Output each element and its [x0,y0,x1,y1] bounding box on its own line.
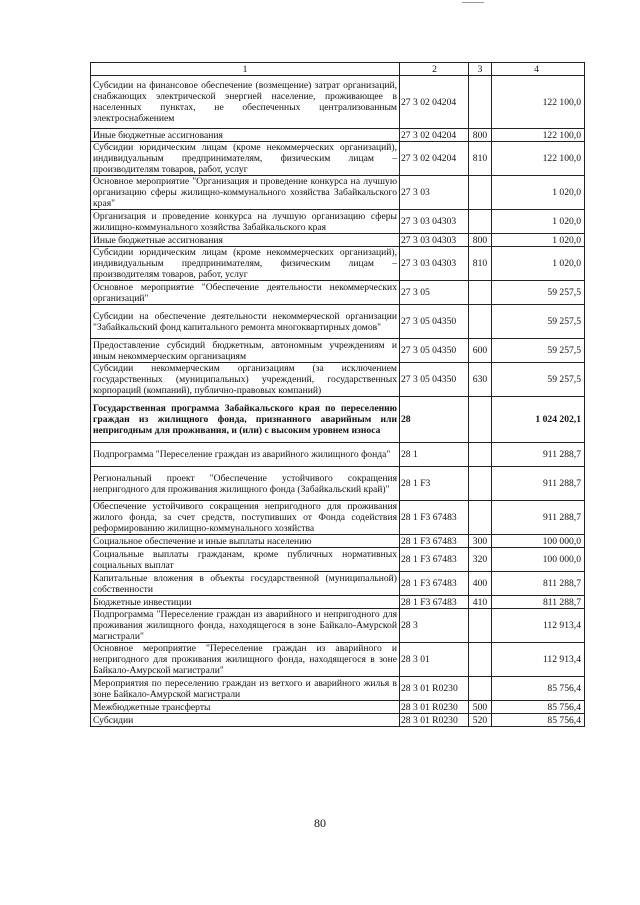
table-row [91,397,585,443]
row-sum-cell: 911 288,7 [492,443,585,467]
table-row [91,281,585,305]
table-body [91,76,585,727]
row-name-cell: Основное мероприятие "Организация и проведение конкурса на лучшую организацию сферы жилищно-коммунального хозяйства Забайкальского края" [91,176,400,210]
row-name-cell: Социальное обеспечение и иные выплаты населению [91,535,400,548]
row-code-cell: 28 1 F3 67483 [400,535,469,548]
row-vr-cell: 630 [469,363,492,397]
row-vr-cell: 410 [469,596,492,609]
table-row [91,701,585,714]
scan-mark [462,2,484,3]
row-sum-cell: 122 100,0 [492,142,585,176]
row-vr-cell [469,609,492,643]
header-col-3: 3 [469,63,492,76]
row-vr-cell [469,501,492,535]
row-name-cell: Межбюджетные трансферты [91,701,400,714]
row-code-cell: 28 3 01 [400,643,469,677]
row-vr-cell [469,467,492,501]
row-name-cell: Региональный проект "Обеспечение устойчивого сокращения непригодного для проживания жилищного фонда (Забайкальский край)" [91,467,400,501]
row-code-cell: 28 1 F3 67483 [400,501,469,535]
row-sum-cell: 59 257,5 [492,281,585,305]
row-sum-cell: 85 756,4 [492,677,585,701]
row-name-cell: Субсидии [91,714,400,727]
row-code-cell: 27 3 02 04204 [400,129,469,142]
row-name-cell: Социальные выплаты гражданам, кроме публичных нормативных социальных выплат [91,548,400,572]
row-sum-cell: 1 020,0 [492,247,585,281]
row-vr-cell: 600 [469,339,492,363]
row-name-cell: Субсидии юридическим лицам (кроме некоммерческих организаций), индивидуальным предпринимателям, физическим лицам – производителям товаров, работ, услуг [91,247,400,281]
table-row [91,677,585,701]
row-vr-cell [469,643,492,677]
table-row [91,467,585,501]
row-vr-cell: 300 [469,535,492,548]
row-name-cell: Субсидии юридическим лицам (кроме некоммерческих организаций), индивидуальным предпринимателям, физическим лицам – производителям товаров, работ, услуг [91,142,400,176]
row-code-cell: 27 3 03 04303 [400,234,469,247]
row-code-cell: 28 1 F3 [400,467,469,501]
row-vr-cell: 320 [469,548,492,572]
row-name-cell: Мероприятия по переселению граждан из ветхого и аварийного жилья в зоне Байкало-Амурской магистрали [91,677,400,701]
table-row [91,305,585,339]
row-name-cell: Основное мероприятие "Обеспечение деятельности некоммерческих организаций" [91,281,400,305]
budget-table [90,62,585,727]
row-sum-cell: 85 756,4 [492,714,585,727]
row-sum-cell: 811 288,7 [492,572,585,596]
row-vr-cell: 400 [469,572,492,596]
row-vr-cell: 800 [469,234,492,247]
table-row [91,247,585,281]
table-row [91,501,585,535]
row-vr-cell [469,677,492,701]
row-name-cell: Иные бюджетные ассигнования [91,129,400,142]
table-row [91,363,585,397]
table-row [91,443,585,467]
table-row [91,339,585,363]
row-sum-cell: 1 020,0 [492,176,585,210]
row-vr-cell [469,176,492,210]
row-name-cell: Субсидии некоммерческим организациям (за исключением государственных (муниципальных) учреждений, государственных корпораций (компаний), публично-правовых компаний) [91,363,400,397]
row-sum-cell: 122 100,0 [492,129,585,142]
row-sum-cell: 122 100,0 [492,76,585,129]
row-name-cell: Подпрограмма "Переселение граждан из аварийного и непригодного для проживания жилищного фонда, находящегося в зоне Байкало-Амурской магистрали" [91,609,400,643]
row-code-cell: 28 [400,397,469,443]
row-name-cell: Государственная программа Забайкальского края по переселению граждан из жилищного фонда, признанного аварийным или непригодным для проживания, и (или) с высоким уровнем износа [91,397,400,443]
row-name-cell: Организация и проведение конкурса на лучшую организацию сферы жилищно-коммунального хозяйства Забайкальского края [91,210,400,234]
row-name-cell: Обеспечение устойчивого сокращения непригодного для проживания жилого фонда, за счет средств, поступивших от Фонда содействия реформированию жилищно-коммунального хозяйства [91,501,400,535]
row-vr-cell [469,305,492,339]
row-code-cell: 27 3 05 04350 [400,305,469,339]
row-name-cell: Иные бюджетные ассигнования [91,234,400,247]
header-col-2: 2 [400,63,469,76]
table-row [91,129,585,142]
row-code-cell: 28 3 [400,609,469,643]
row-code-cell: 28 1 [400,443,469,467]
table-row [91,609,585,643]
row-code-cell: 28 3 01 R0230 [400,714,469,727]
row-code-cell: 27 3 03 04303 [400,247,469,281]
table-row [91,210,585,234]
row-code-cell: 27 3 02 04204 [400,142,469,176]
row-name-cell: Бюджетные инвестиции [91,596,400,609]
row-name-cell: Предоставление субсидий бюджетным, автономным учреждениям и иным некоммерческим организациям [91,339,400,363]
row-sum-cell: 59 257,5 [492,339,585,363]
row-code-cell: 27 3 03 04303 [400,210,469,234]
row-code-cell: 28 1 F3 67483 [400,572,469,596]
row-vr-cell [469,76,492,129]
row-sum-cell: 59 257,5 [492,305,585,339]
row-vr-cell: 800 [469,129,492,142]
row-code-cell: 27 3 05 [400,281,469,305]
row-sum-cell: 100 000,0 [492,548,585,572]
row-sum-cell: 112 913,4 [492,643,585,677]
row-sum-cell: 112 913,4 [492,609,585,643]
table-row [91,176,585,210]
table-row [91,234,585,247]
row-code-cell: 27 3 03 [400,176,469,210]
row-vr-cell: 810 [469,247,492,281]
row-code-cell: 27 3 05 04350 [400,363,469,397]
row-sum-cell: 1 024 202,1 [492,397,585,443]
header-col-4: 4 [492,63,585,76]
row-code-cell: 28 1 F3 67483 [400,548,469,572]
table-row [91,596,585,609]
table-row [91,535,585,548]
table-row [91,643,585,677]
row-name-cell: Субсидии на обеспечение деятельности некоммерческой организации "Забайкальский фонд капитального ремонта многоквартирных домов" [91,305,400,339]
table-row [91,76,585,129]
row-sum-cell: 811 288,7 [492,596,585,609]
row-sum-cell: 85 756,4 [492,701,585,714]
row-code-cell: 27 3 05 04350 [400,339,469,363]
page-number: 80 [314,816,326,830]
row-sum-cell: 100 000,0 [492,535,585,548]
row-name-cell: Подпрограмма "Переселение граждан из аварийного жилищного фонда" [91,443,400,467]
row-vr-cell: 520 [469,714,492,727]
table-row [91,548,585,572]
row-vr-cell [469,210,492,234]
row-code-cell: 27 3 02 04204 [400,76,469,129]
header-col-1: 1 [91,63,400,76]
row-name-cell: Основное мероприятие "Переселение граждан из аварийного и непригодного для проживания жилищного фонда, находящегося в зоне Байкало-Амурской магистрали" [91,643,400,677]
row-name-cell: Капитальные вложения в объекты государственной (муниципальной) собственности [91,572,400,596]
row-vr-cell [469,397,492,443]
table-row [91,714,585,727]
row-sum-cell: 911 288,7 [492,501,585,535]
row-code-cell: 28 3 01 R0230 [400,677,469,701]
row-sum-cell: 1 020,0 [492,210,585,234]
row-vr-cell: 810 [469,142,492,176]
row-code-cell: 28 3 01 R0230 [400,701,469,714]
row-sum-cell: 59 257,5 [492,363,585,397]
row-name-cell: Субсидии на финансовое обеспечение (возмещение) затрат организаций, снабжающих электрической энергией население, проживающее в населенных пунктах, не обеспеченных централизованным электроснабжением [91,76,400,129]
row-vr-cell [469,281,492,305]
row-code-cell: 28 1 F3 67483 [400,596,469,609]
table-header-row [91,63,585,76]
row-sum-cell: 1 020,0 [492,234,585,247]
row-vr-cell: 500 [469,701,492,714]
table-row [91,142,585,176]
table-row [91,572,585,596]
row-vr-cell [469,443,492,467]
row-sum-cell: 911 288,7 [492,467,585,501]
